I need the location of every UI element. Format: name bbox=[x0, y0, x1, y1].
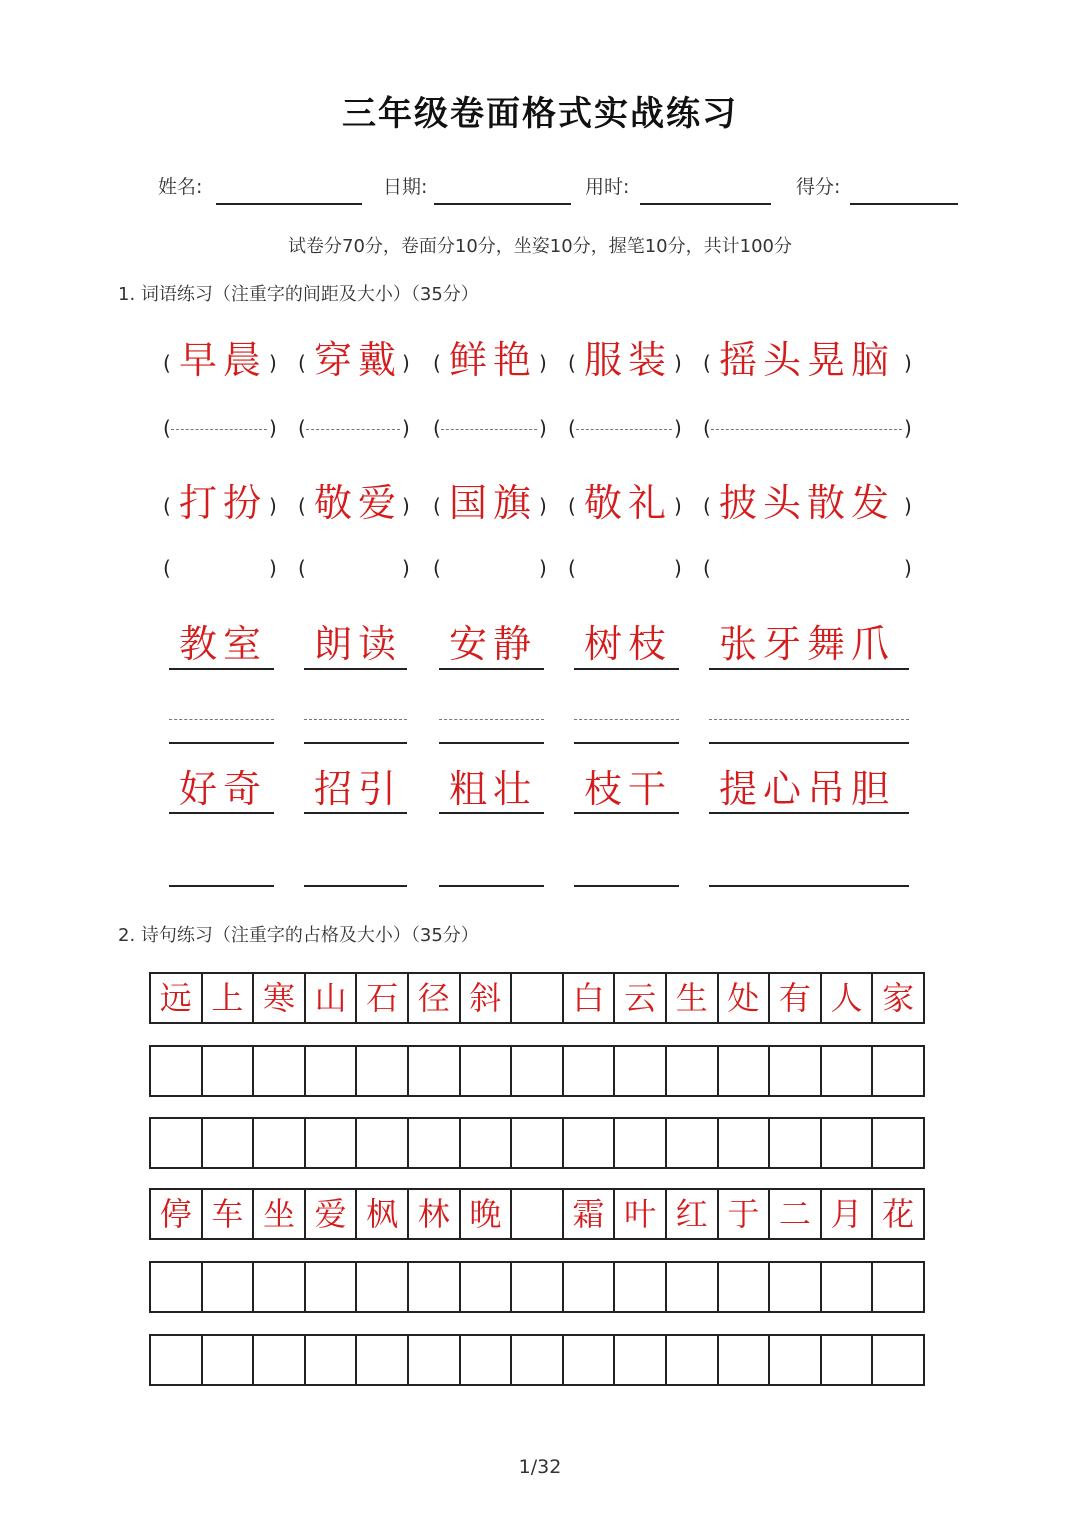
model-cell bbox=[512, 1190, 564, 1238]
close-paren: ) bbox=[269, 494, 277, 518]
practice-cell[interactable] bbox=[461, 1263, 513, 1311]
model-grid-row bbox=[149, 1188, 925, 1240]
open-paren: ( bbox=[568, 351, 576, 375]
model-cell: 石 bbox=[357, 974, 409, 1022]
close-paren: ) bbox=[402, 494, 410, 518]
practice-cell[interactable] bbox=[306, 1336, 358, 1384]
practice-cell[interactable] bbox=[254, 1047, 306, 1095]
model-cell: 月 bbox=[822, 1190, 874, 1238]
model-cell: 坐 bbox=[254, 1190, 306, 1238]
model-word: 早晨 bbox=[179, 338, 268, 382]
model-cell: 处 bbox=[719, 974, 771, 1022]
model-cell: 生 bbox=[667, 974, 719, 1022]
writing-line[interactable] bbox=[574, 885, 679, 887]
practice-cell[interactable] bbox=[564, 1119, 616, 1167]
open-paren: ( bbox=[433, 416, 441, 440]
close-paren: ) bbox=[904, 556, 912, 580]
model-cell: 花 bbox=[882, 1195, 915, 1233]
close-paren: ) bbox=[402, 351, 410, 375]
practice-cell[interactable] bbox=[203, 1336, 255, 1384]
model-word: 敬爱 bbox=[314, 481, 403, 525]
model-word: 树枝 bbox=[584, 622, 673, 666]
writing-blank[interactable] bbox=[173, 558, 267, 580]
practice-cell[interactable] bbox=[254, 1336, 306, 1384]
score-label: 得分: bbox=[796, 176, 841, 198]
practice-cell[interactable] bbox=[770, 1263, 822, 1311]
practice-cell[interactable] bbox=[615, 1263, 667, 1311]
writing-blank[interactable] bbox=[308, 558, 400, 580]
close-paren: ) bbox=[674, 416, 682, 440]
practice-cell[interactable] bbox=[822, 1047, 874, 1095]
practice-cell[interactable] bbox=[151, 1263, 203, 1311]
open-paren: ( bbox=[433, 351, 441, 375]
model-cell: 远 bbox=[151, 974, 203, 1022]
model-cell: 叶 bbox=[615, 1190, 667, 1238]
section-1-title: 1. 词语练习（注重字的间距及大小）（35分） bbox=[118, 284, 479, 305]
close-paren: ) bbox=[539, 494, 547, 518]
practice-cell[interactable] bbox=[822, 1263, 874, 1311]
name-label: 姓名: bbox=[158, 176, 203, 198]
model-word: 敬礼 bbox=[584, 481, 673, 525]
close-paren: ) bbox=[674, 494, 682, 518]
writing-blank[interactable] bbox=[443, 558, 537, 580]
practice-cell[interactable] bbox=[615, 1336, 667, 1384]
word-underline bbox=[439, 668, 544, 670]
practice-cell[interactable] bbox=[409, 1336, 461, 1384]
model-cell: 径 bbox=[409, 974, 461, 1022]
close-paren: ) bbox=[674, 351, 682, 375]
open-paren: ( bbox=[163, 416, 171, 440]
practice-cell[interactable] bbox=[512, 1336, 564, 1384]
page-number: 1/32 bbox=[518, 1456, 562, 1478]
open-paren: ( bbox=[298, 556, 306, 580]
open-paren: ( bbox=[703, 416, 711, 440]
close-paren: ) bbox=[269, 416, 277, 440]
practice-cell[interactable] bbox=[873, 1263, 923, 1311]
writing-guide-dashed[interactable] bbox=[439, 719, 544, 720]
writing-guide-dashed[interactable] bbox=[441, 429, 537, 430]
open-paren: ( bbox=[298, 351, 306, 375]
open-paren: ( bbox=[703, 351, 711, 375]
writing-line[interactable] bbox=[709, 885, 909, 887]
model-word: 披头散发 bbox=[719, 481, 896, 525]
close-paren: ) bbox=[904, 494, 912, 518]
model-word: 提心吊胆 bbox=[719, 767, 896, 811]
word-underline bbox=[574, 668, 679, 670]
practice-cell[interactable] bbox=[719, 1336, 771, 1384]
open-paren: ( bbox=[163, 556, 171, 580]
model-word: 张牙舞爪 bbox=[719, 622, 896, 666]
word-underline bbox=[709, 668, 909, 670]
practice-cell[interactable] bbox=[873, 1119, 923, 1167]
practice-cell[interactable] bbox=[770, 1119, 822, 1167]
practice-cell[interactable] bbox=[151, 1336, 203, 1384]
writing-guide-dashed[interactable] bbox=[306, 429, 400, 430]
practice-cell[interactable] bbox=[306, 1119, 358, 1167]
practice-cell[interactable] bbox=[203, 1263, 255, 1311]
practice-cell[interactable] bbox=[254, 1119, 306, 1167]
model-cell: 枫 bbox=[357, 1190, 409, 1238]
score-field[interactable] bbox=[850, 203, 958, 205]
writing-line[interactable] bbox=[169, 742, 274, 744]
writing-line[interactable] bbox=[709, 742, 909, 744]
writing-guide-dashed[interactable] bbox=[576, 429, 672, 430]
writing-guide-dashed[interactable] bbox=[304, 719, 407, 720]
model-cell: 晚 bbox=[461, 1190, 513, 1238]
writing-guide-dashed[interactable] bbox=[711, 429, 902, 430]
practice-cell[interactable] bbox=[151, 1047, 203, 1095]
close-paren: ) bbox=[269, 556, 277, 580]
close-paren: ) bbox=[539, 416, 547, 440]
open-paren: ( bbox=[298, 416, 306, 440]
writing-blank[interactable] bbox=[578, 558, 672, 580]
practice-cell[interactable] bbox=[409, 1263, 461, 1311]
model-word: 枝干 bbox=[584, 767, 673, 811]
model-cell: 寒 bbox=[254, 974, 306, 1022]
word-underline bbox=[169, 812, 274, 814]
practice-cell[interactable] bbox=[667, 1336, 719, 1384]
model-cell: 有 bbox=[770, 974, 822, 1022]
practice-cell[interactable] bbox=[306, 1047, 358, 1095]
practice-cell[interactable] bbox=[512, 1263, 564, 1311]
model-cell: 白 bbox=[564, 974, 616, 1022]
close-paren: ) bbox=[539, 556, 547, 580]
writing-line[interactable] bbox=[169, 885, 274, 887]
practice-cell[interactable] bbox=[564, 1336, 616, 1384]
model-cell: 云 bbox=[615, 974, 667, 1022]
open-paren: ( bbox=[163, 494, 171, 518]
close-paren: ) bbox=[904, 351, 912, 375]
practice-cell[interactable] bbox=[667, 1047, 719, 1095]
practice-cell[interactable] bbox=[461, 1336, 513, 1384]
model-word: 鲜艳 bbox=[449, 338, 538, 382]
model-word: 穿戴 bbox=[314, 338, 403, 382]
model-grid-row bbox=[149, 972, 925, 1024]
practice-cell[interactable] bbox=[770, 1336, 822, 1384]
practice-cell[interactable] bbox=[873, 1336, 923, 1384]
model-cell: 车 bbox=[203, 1190, 255, 1238]
model-word: 粗壮 bbox=[449, 767, 538, 811]
word-underline bbox=[304, 812, 407, 814]
close-paren: ) bbox=[539, 351, 547, 375]
time-field[interactable] bbox=[640, 203, 771, 205]
model-cell: 家 bbox=[882, 979, 915, 1017]
practice-grid-row bbox=[149, 1261, 925, 1313]
section-2-title: 2. 诗句练习（注重字的占格及大小）（35分） bbox=[118, 925, 479, 946]
model-cell: 斜 bbox=[461, 974, 513, 1022]
writing-line[interactable] bbox=[304, 742, 407, 744]
close-paren: ) bbox=[269, 351, 277, 375]
practice-cell[interactable] bbox=[512, 1119, 564, 1167]
model-cell: 人 bbox=[822, 974, 874, 1022]
word-underline bbox=[574, 812, 679, 814]
model-cell: 霜 bbox=[564, 1190, 616, 1238]
practice-cell[interactable] bbox=[254, 1263, 306, 1311]
open-paren: ( bbox=[568, 494, 576, 518]
practice-cell[interactable] bbox=[203, 1047, 255, 1095]
practice-cell[interactable] bbox=[564, 1263, 616, 1311]
model-cell bbox=[512, 974, 564, 1022]
open-paren: ( bbox=[433, 494, 441, 518]
open-paren: ( bbox=[568, 556, 576, 580]
practice-grid-row bbox=[149, 1045, 925, 1097]
open-paren: ( bbox=[703, 494, 711, 518]
model-cell: 山 bbox=[306, 974, 358, 1022]
practice-cell[interactable] bbox=[512, 1047, 564, 1095]
practice-cell[interactable] bbox=[822, 1336, 874, 1384]
name-field[interactable] bbox=[216, 203, 362, 205]
practice-cell[interactable] bbox=[357, 1336, 409, 1384]
writing-line[interactable] bbox=[304, 885, 407, 887]
word-underline bbox=[304, 668, 407, 670]
practice-cell[interactable] bbox=[357, 1119, 409, 1167]
time-label: 用时: bbox=[585, 176, 630, 198]
model-word: 打扮 bbox=[179, 481, 268, 525]
open-paren: ( bbox=[568, 416, 576, 440]
model-cell: 林 bbox=[409, 1190, 461, 1238]
model-word: 招引 bbox=[314, 767, 403, 811]
close-paren: ) bbox=[402, 556, 410, 580]
model-word: 安静 bbox=[449, 622, 538, 666]
model-cell: 二 bbox=[770, 1190, 822, 1238]
open-paren: ( bbox=[703, 556, 711, 580]
open-paren: ( bbox=[433, 556, 441, 580]
writing-guide-dashed[interactable] bbox=[709, 719, 909, 720]
writing-guide-dashed[interactable] bbox=[574, 719, 679, 720]
practice-cell[interactable] bbox=[306, 1263, 358, 1311]
practice-cell[interactable] bbox=[667, 1263, 719, 1311]
open-paren: ( bbox=[163, 351, 171, 375]
model-cell: 上 bbox=[203, 974, 255, 1022]
model-cell: 红 bbox=[667, 1190, 719, 1238]
practice-cell[interactable] bbox=[409, 1047, 461, 1095]
model-word: 摇头晃脑 bbox=[719, 338, 896, 382]
practice-cell[interactable] bbox=[719, 1047, 771, 1095]
close-paren: ) bbox=[674, 556, 682, 580]
model-cell: 爱 bbox=[306, 1190, 358, 1238]
writing-guide-dashed[interactable] bbox=[169, 719, 274, 720]
model-word: 教室 bbox=[179, 622, 268, 666]
practice-cell[interactable] bbox=[822, 1119, 874, 1167]
date-field[interactable] bbox=[434, 203, 571, 205]
writing-guide-dashed[interactable] bbox=[171, 429, 267, 430]
practice-cell[interactable] bbox=[203, 1119, 255, 1167]
word-underline bbox=[439, 812, 544, 814]
practice-cell[interactable] bbox=[409, 1119, 461, 1167]
practice-cell[interactable] bbox=[719, 1263, 771, 1311]
practice-cell[interactable] bbox=[357, 1263, 409, 1311]
model-word: 国旗 bbox=[449, 481, 538, 525]
model-word: 服装 bbox=[584, 338, 673, 382]
word-underline bbox=[169, 668, 274, 670]
page-title: 三年级卷面格式实战练习 bbox=[342, 94, 738, 134]
practice-cell[interactable] bbox=[461, 1119, 513, 1167]
practice-cell[interactable] bbox=[719, 1119, 771, 1167]
practice-cell[interactable] bbox=[873, 1047, 923, 1095]
writing-line[interactable] bbox=[574, 742, 679, 744]
practice-cell[interactable] bbox=[151, 1119, 203, 1167]
writing-line[interactable] bbox=[439, 742, 544, 744]
writing-blank[interactable] bbox=[713, 558, 902, 580]
practice-cell[interactable] bbox=[357, 1047, 409, 1095]
practice-cell[interactable] bbox=[615, 1119, 667, 1167]
practice-grid-row bbox=[149, 1334, 925, 1386]
word-underline bbox=[709, 812, 909, 814]
practice-cell[interactable] bbox=[770, 1047, 822, 1095]
scoring-note: 试卷分70分，卷面分10分，坐姿10分，握笔10分，共计100分 bbox=[288, 236, 792, 257]
date-label: 日期: bbox=[383, 176, 428, 198]
model-cell: 停 bbox=[151, 1190, 203, 1238]
model-word: 朗读 bbox=[314, 622, 403, 666]
practice-cell[interactable] bbox=[667, 1119, 719, 1167]
open-paren: ( bbox=[298, 494, 306, 518]
practice-cell[interactable] bbox=[615, 1047, 667, 1095]
writing-line[interactable] bbox=[439, 885, 544, 887]
practice-cell[interactable] bbox=[564, 1047, 616, 1095]
practice-cell[interactable] bbox=[461, 1047, 513, 1095]
practice-grid-row bbox=[149, 1117, 925, 1169]
close-paren: ) bbox=[402, 416, 410, 440]
model-cell: 于 bbox=[719, 1190, 771, 1238]
model-word: 好奇 bbox=[179, 767, 268, 811]
close-paren: ) bbox=[904, 416, 912, 440]
